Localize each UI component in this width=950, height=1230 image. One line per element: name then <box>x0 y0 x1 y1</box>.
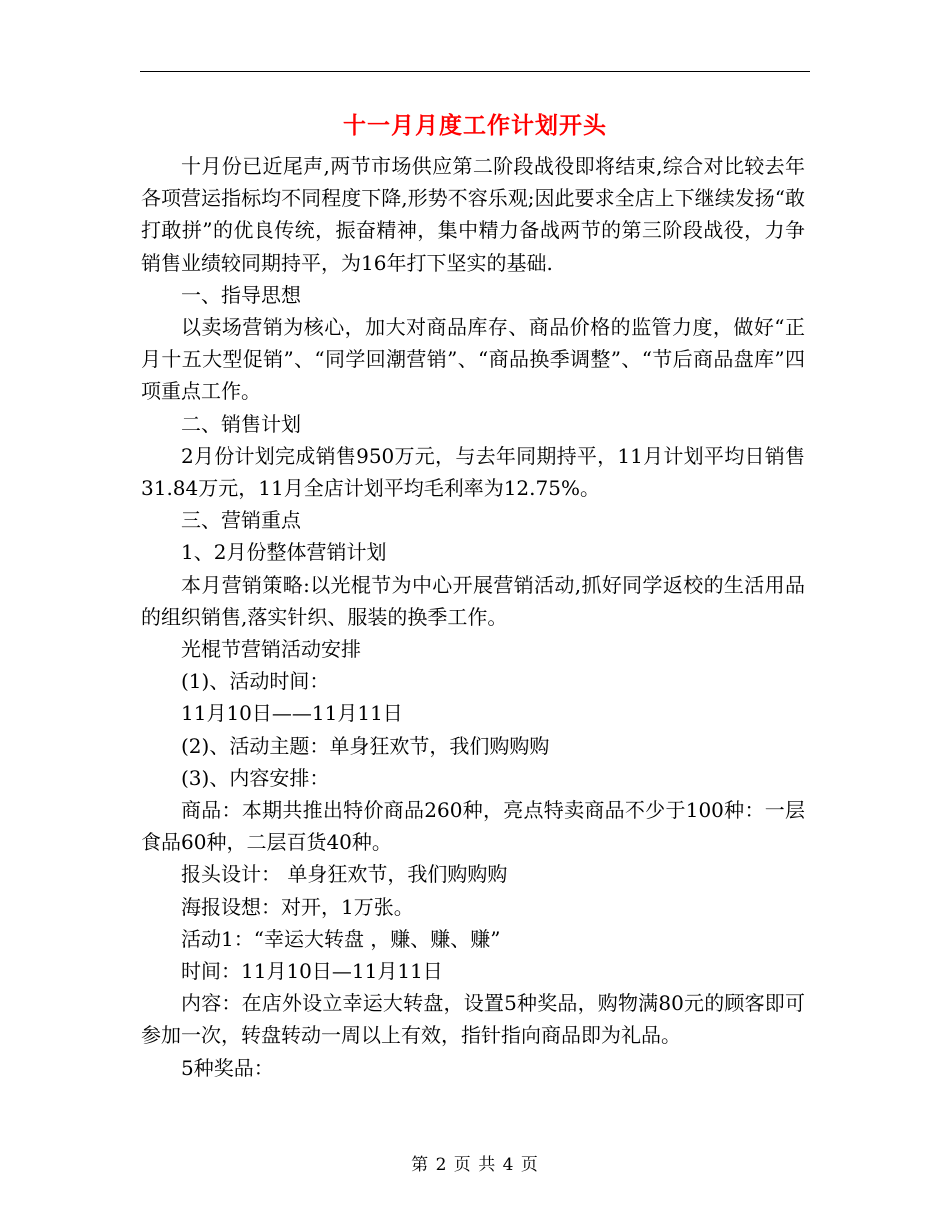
paragraph-poster-idea: 海报设想：对开，1万张。 <box>181 894 414 919</box>
paragraph-five-prizes: 5种奖品： <box>181 1055 274 1080</box>
section-heading-sales-plan: 二、销售计划 <box>181 411 301 436</box>
page-footer: 第 2 页 共 4 页 <box>411 1155 539 1175</box>
paragraph-activity-one-content: 内容：在店外设立幸运大转盘，设置5种奖品，购物满80元的顾客即可参加一次，转盘转动一周以上有效，指针指向商品即为礼品。 <box>141 991 805 1048</box>
list-item-activity-theme: (2)、活动主题：单身狂欢节，我们购购购 <box>181 733 550 758</box>
paragraph-sales-plan: 2月份计划完成销售950万元，与去年同期持平，11月计划平均日销售31.84万元，11月全店计划平均毛利率为12.75%。 <box>141 443 805 501</box>
subheading-singles-day-activities: 光棍节营销活动安排 <box>181 637 361 662</box>
paragraph-activity-one-time: 时间：11月10日—11月11日 <box>181 959 443 984</box>
section-heading-guiding-ideology: 一、指导思想 <box>181 282 301 307</box>
paragraph-marketing-strategy: 本月营销策略:以光棍节为中心开展营销活动,抓好同学返校的生活用品的组织销售,落实针织、服装的换季工作。 <box>141 572 805 629</box>
paragraph-intro: 十月份已近尾声,两节市场供应第二阶段战役即将结束,综合对比较去年各项营运指标均不同程度下降,形势不容乐观;因此要求全店上下继续发扬“敢打敢拼”的优良传统，振奋精神，集中精力备战两节的第三阶段战役，力争销售业绩较同期持平，为16年打下坚实的基础. <box>141 154 805 275</box>
paragraph-guiding-ideology: 以卖场营销为核心，加大对商品库存、商品价格的监管力度，做好“正月十五大型促销”、“同学回潮营销”、“商品换季调整”、“节后商品盘库”四项重点工作。 <box>141 315 805 404</box>
paragraph-activity-one: 活动1：“幸运大转盘 ，赚、赚、赚” <box>181 926 501 951</box>
paragraph-masthead-design: 报头设计： 单身狂欢节，我们购购购 <box>181 862 508 887</box>
section-heading-marketing-focus: 三、营销重点 <box>181 508 301 533</box>
header-rule <box>140 71 810 72</box>
paragraph-activity-dates: 11月10日——11月11日 <box>181 701 403 726</box>
subheading-overall-marketing-plan: 1、2月份整体营销计划 <box>181 540 387 565</box>
document-body <box>141 150 805 1084</box>
list-item-activity-time: (1)、活动时间： <box>181 669 330 694</box>
page-title: 十一月月度工作计划开头 <box>343 112 607 139</box>
list-item-content-arrangement: (3)、内容安排： <box>181 765 330 790</box>
paragraph-products: 商品：本期共推出特价商品260种，亮点特卖商品不少于100种：一层食品60种，二层百货40种。 <box>141 798 805 855</box>
